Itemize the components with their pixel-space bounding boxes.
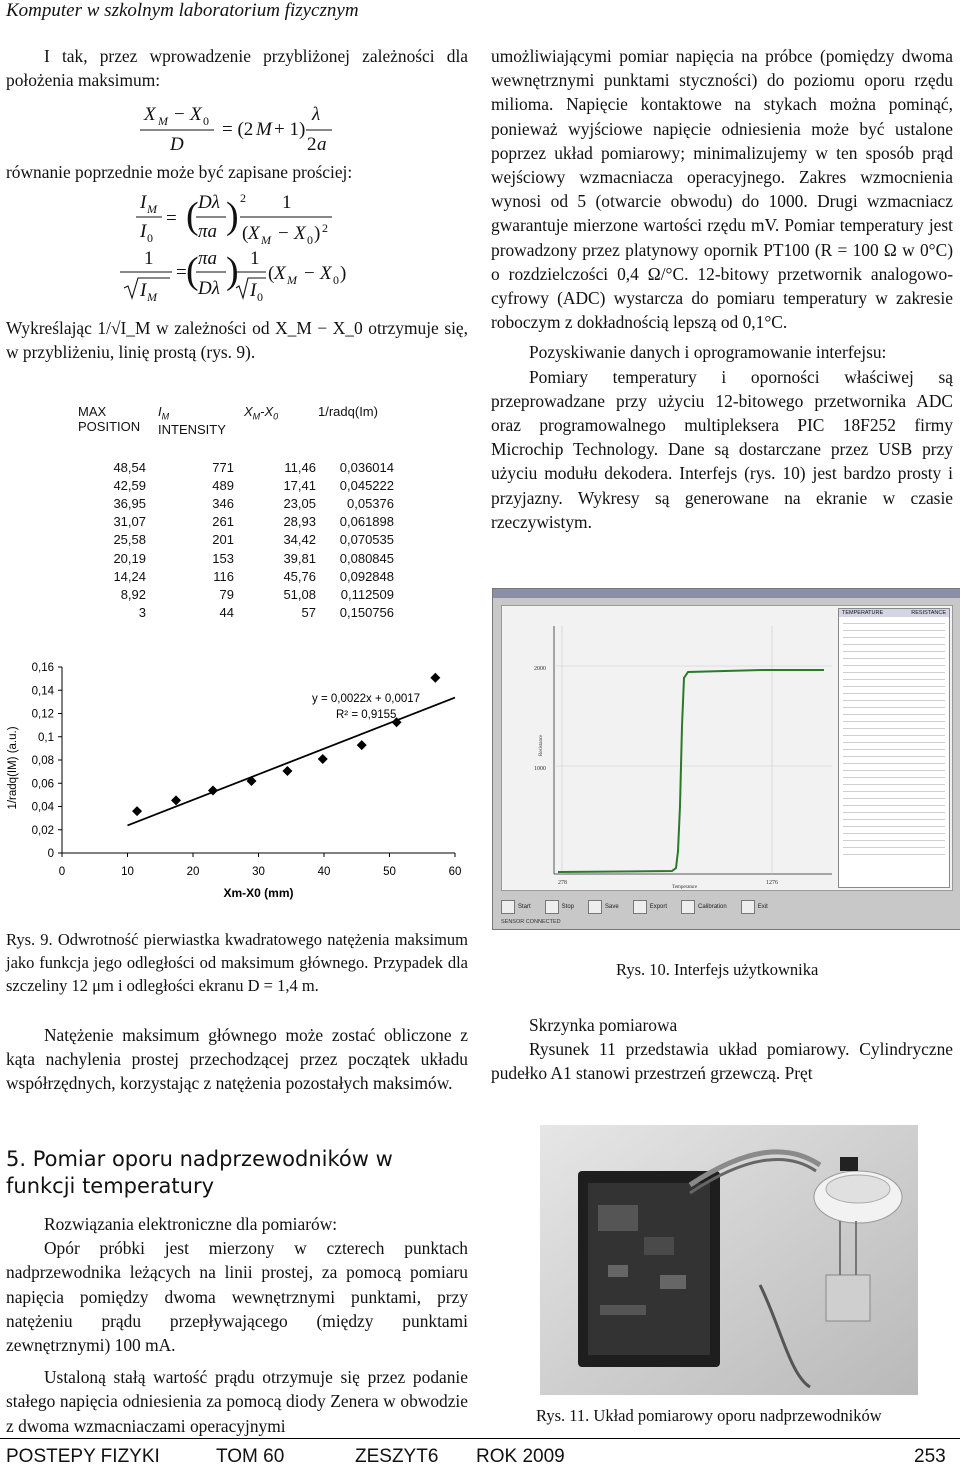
x-tick-label: 20: [186, 866, 200, 878]
readings-row: [843, 763, 945, 764]
table-cell: 17,41: [283, 477, 316, 493]
trendline-equation: y = 0,0022x + 0,0017: [312, 693, 421, 705]
software-screenshot: [492, 588, 960, 930]
svg-text:D: D: [170, 134, 184, 155]
screenshot-xlabel: Temperature: [672, 885, 698, 890]
fig11-caption: Rys. 11. Układ pomiarowy oporu nadprzewodników: [536, 1406, 882, 1425]
equation-maximum-position: [130, 100, 370, 156]
svg-text:(: (: [186, 195, 199, 237]
graph-area: [501, 605, 953, 891]
fig10-caption: Rys. 10. Interfejs użytkownika: [616, 960, 819, 979]
readings-row: [843, 665, 945, 666]
readings-row: [843, 658, 945, 659]
readings-row: [843, 700, 945, 701]
table-cell: 57: [301, 605, 316, 621]
readings-row: [843, 749, 945, 750]
svg-text:I: I: [140, 280, 147, 301]
paragraph-acquisition: Pomiary temperatury i oporności właściwej są przeprowadzane przy użyciu 12-bitowego przetwornika ADC oraz programowalnego multipleksera PIC 18F252 firmy Microchip Technology. Dane są dostarczane przez USB przy użyciu modułu dekodera. Interfejs (rys. 10) jest bardzo prosty i przyjazny. Wykresy są generowane na ekranie w czasie rzeczywistym.: [491, 366, 953, 532]
svg-text:X: X: [144, 104, 156, 125]
left-col-top: [6, 44, 468, 92]
readings-row: [843, 714, 945, 715]
data-point: [318, 754, 328, 764]
svg-text:M: M: [158, 114, 168, 128]
table-cell: 14,24: [113, 568, 146, 584]
screenshot-ytick-1000: 1000: [534, 766, 546, 772]
readings-row: [843, 784, 945, 785]
table-row: [78, 531, 394, 549]
table-cell: 261: [212, 514, 234, 530]
table-cell: 0,092848: [339, 568, 394, 584]
table-cell: 771: [212, 459, 234, 475]
subheading-electronics: Rozwiązania elektroniczne dla pomiarów:: [44, 1214, 338, 1234]
table-cell: 0,045222: [339, 477, 394, 493]
table-row: [78, 604, 394, 622]
page-number: 253: [914, 1446, 946, 1467]
screenshot-xtick-1276: 1276: [766, 880, 778, 886]
button-icon: [741, 900, 755, 914]
table-cell: 20,19: [113, 550, 146, 566]
readings-col-temperature: TEMPERATURE: [842, 610, 884, 616]
left-col-plot-ref: [6, 316, 468, 364]
svg-text:X: X: [320, 263, 332, 284]
screenshot-toolbar: [501, 895, 951, 919]
readings-row: [843, 805, 945, 806]
svg-text:M: M: [256, 119, 272, 140]
footer-journal: POSTEPY FIZYKI: [6, 1446, 160, 1467]
footer-year: ROK 2009: [476, 1446, 565, 1467]
y-tick-label: 0: [47, 848, 54, 860]
equation-intensity-ratio: [110, 184, 410, 304]
x-tick-label: 50: [383, 866, 396, 878]
button-icon: [545, 900, 559, 914]
svg-text:): ): [226, 195, 239, 237]
y-tick-label: 0,04: [31, 801, 54, 814]
table-cell: 23,05: [283, 495, 316, 511]
table-row: [78, 549, 394, 567]
table-header-intensity: $I_M$ INTENSITY: [158, 404, 226, 437]
readings-rows: [839, 623, 949, 855]
toolbar-button-calibration[interactable]: [681, 900, 727, 914]
readings-header: [839, 609, 949, 617]
svg-text:+ 1): + 1): [274, 119, 306, 140]
table-cell: 346: [212, 495, 234, 511]
table-cell: 45,76: [283, 568, 316, 584]
fig9-caption: Rys. 9. Odwrotność pierwiastka kwadratowego natężenia maksimum jako funkcja jego odległości od maksimum głównego. Przypadek dla szczeliny 12 μm i odległości ekranu D = 1,4 m.: [6, 930, 468, 995]
table-cell: 0,150756: [339, 605, 394, 621]
button-label: Stop: [561, 904, 575, 910]
button-icon: [633, 900, 647, 914]
sample-holder: [826, 1275, 870, 1321]
x-tick-label: 30: [252, 866, 265, 878]
svg-text:a: a: [317, 134, 327, 155]
table-cell: 0,05376: [347, 495, 394, 511]
x-tick-label: 0: [58, 866, 66, 878]
button-icon: [681, 900, 695, 914]
readings-row: [843, 791, 945, 792]
svg-text:): ): [314, 223, 321, 244]
data-table-body: [78, 458, 394, 622]
button-icon: [588, 900, 602, 914]
table-cell: 0,036014: [339, 459, 394, 475]
svg-text:M: M: [147, 290, 157, 304]
readings-row: [843, 840, 945, 841]
table-cell: 201: [212, 532, 234, 548]
button-label: Start: [518, 904, 531, 910]
toolbar-button-exit[interactable]: [741, 900, 768, 914]
table-cell: 31,07: [113, 514, 146, 530]
readings-row: [843, 686, 945, 687]
left-col-mid: [6, 160, 468, 184]
table-cell: 3: [138, 605, 146, 621]
svg-text:X: X: [294, 223, 306, 244]
paragraph-zener: Ustaloną stałą wartość prądu otrzymuje się przez podanie stałego napięcia odniesienia za pomocą diody Zenera w obwodzie z dwoma wzmacniaczami operacyjnymi: [6, 1367, 468, 1436]
svg-text:=: =: [176, 262, 187, 283]
table-cell: 0,061898: [339, 514, 394, 530]
data-point: [357, 740, 367, 750]
svg-text:Dλ: Dλ: [198, 192, 220, 213]
svg-text:−: −: [174, 104, 185, 125]
svg-text:(: (: [242, 223, 249, 244]
button-label: Exit: [757, 904, 768, 910]
svg-text:2: 2: [322, 221, 328, 235]
data-point: [282, 766, 292, 776]
svg-text:X: X: [274, 263, 286, 284]
svg-text:0: 0: [307, 233, 313, 247]
svg-text:1: 1: [144, 248, 154, 269]
svg-text:I: I: [140, 192, 147, 213]
table-header-position: MAX POSITION: [78, 404, 141, 434]
table-row: [78, 513, 394, 531]
svg-text:2: 2: [307, 134, 317, 155]
svg-text:0: 0: [203, 114, 209, 128]
readings-row: [843, 693, 945, 694]
button-label: Export: [649, 904, 668, 910]
subheading-box: Skrzynka pomiarowa: [529, 1015, 678, 1035]
screenshot-xtick-278: 278: [558, 880, 567, 886]
table-cell: 153: [212, 550, 234, 566]
x-tick-label: 40: [317, 866, 331, 878]
readings-row: [843, 679, 945, 680]
table-cell: 0,112509: [340, 586, 394, 602]
right-col-box: [491, 1013, 953, 1086]
readings-row: [843, 742, 945, 743]
readings-row: [843, 770, 945, 771]
scatter-chart: [0, 655, 472, 900]
trendline: [128, 698, 456, 826]
readings-col-resistance: RESISTANCE: [911, 610, 946, 616]
table-row: [78, 567, 394, 585]
svg-text:(: (: [268, 263, 275, 284]
y-tick-label: 0,16: [31, 662, 54, 674]
table-header-inverse: 1/radq(Im): [318, 404, 378, 419]
toolbar-button-stop[interactable]: [545, 900, 574, 914]
readings-row: [843, 847, 945, 848]
table-cell: 0,080845: [339, 550, 394, 566]
toolbar-button-export[interactable]: [633, 900, 667, 914]
table-row: [78, 585, 394, 603]
svg-text:(: (: [186, 250, 199, 292]
y-tick-label: 0,14: [31, 685, 54, 698]
data-table: [78, 458, 394, 622]
readings-row: [843, 826, 945, 827]
readings-row: [843, 819, 945, 820]
readings-row: [843, 637, 945, 638]
svg-text:2: 2: [240, 191, 246, 205]
paragraph-four-point: Opór próbki jest mierzony w czterech punktach nadprzewodnika leżących na linii prostej, za pomocą pomiaru napięcia pomiędzy dwoma wewnętrznymi punktami, przy natężeniu prądu przepływającego (między punktami zewnętrznymi) 100 mA.: [6, 1238, 468, 1356]
svg-text:= (2: = (2: [222, 119, 254, 140]
readings-row: [843, 644, 945, 645]
readings-row: [843, 721, 945, 722]
footer-issue: ZESZYT6: [355, 1446, 439, 1467]
svg-text:Dλ: Dλ: [198, 278, 220, 299]
readings-row: [843, 798, 945, 799]
window-titlebar: [493, 589, 960, 598]
svg-text:1: 1: [282, 192, 292, 213]
readings-row: [843, 735, 945, 736]
svg-text:X: X: [190, 104, 202, 125]
svg-text:1: 1: [250, 248, 260, 269]
table-cell: 8,92: [120, 586, 146, 602]
paragraph-intro: I tak, przez wprowadzenie przybliżonej zależności dla położenia maksimum:: [6, 46, 468, 91]
data-point: [171, 795, 181, 805]
paragraph-main-max: Natężenie maksimum głównego może zostać obliczone z kąta nachylenia prostej przechodzącej przez początek układu współrzędnych, korzystając z natężenia pozostałych maksimów.: [6, 1025, 468, 1094]
svg-text:πa: πa: [198, 248, 218, 269]
measurement-setup-photo: [540, 1125, 918, 1395]
readings-row: [843, 756, 945, 757]
table-cell: 36,95: [113, 495, 146, 511]
readings-row: [843, 672, 945, 673]
readings-row: [843, 623, 945, 624]
table-cell: 51,08: [283, 586, 316, 602]
readings-row: [843, 777, 945, 778]
footer-volume: TOM 60: [216, 1446, 285, 1467]
svg-text:πa: πa: [198, 221, 218, 242]
svg-text:X: X: [248, 223, 260, 244]
readings-row: [843, 728, 945, 729]
r-squared: R² = 0,9155: [336, 709, 397, 721]
data-point: [132, 806, 142, 816]
paragraph-plot-reference: Wykreślając 1/√I_M w zależności od X_M − X_0 otrzymuje się, w przybliżeniu, linię prostą (rys. 9).: [6, 318, 468, 363]
right-col-top: [491, 44, 953, 534]
x-tick-label: 10: [121, 866, 134, 878]
table-cell: 42,59: [113, 477, 146, 493]
svg-text:0: 0: [333, 273, 339, 287]
svg-text:I: I: [140, 221, 147, 242]
y-axis-label: 1/radq(IM) (a.u.): [7, 726, 19, 810]
screenshot-ylabel: Resistance: [539, 734, 544, 756]
screenshot-status: SENSOR CONNECTED: [501, 919, 561, 925]
left-col-bottom: [6, 1023, 468, 1096]
x-axis-label: Xm-X0 (mm): [223, 886, 294, 900]
readings-row: [843, 651, 945, 652]
table-cell: 44: [219, 605, 234, 621]
button-label: Save: [605, 904, 619, 910]
table-cell: 48,54: [113, 459, 146, 475]
svg-text:I: I: [250, 280, 257, 301]
table-cell: 11,46: [284, 459, 316, 475]
toolbar-button-save[interactable]: [588, 900, 619, 914]
svg-text:): ): [226, 250, 239, 292]
svg-text:M: M: [147, 202, 157, 216]
table-cell: 79: [219, 586, 234, 602]
button-icon: [501, 900, 515, 914]
screenshot-ytick-2000: 2000: [534, 666, 546, 672]
svg-text:−: −: [304, 263, 315, 284]
svg-text:0: 0: [147, 231, 153, 245]
svg-text:0: 0: [257, 290, 263, 304]
paragraph-box: Rysunek 11 przedstawia układ pomiarowy. Cylindryczne pudełko A1 stanowi przestrzeń grzewczą. Pręt: [491, 1039, 953, 1084]
table-cell: 0,070535: [339, 532, 394, 548]
table-cell: 28,93: [283, 514, 316, 530]
svg-text:=: =: [166, 208, 177, 229]
y-tick-label: 0,08: [31, 755, 54, 767]
readings-row: [843, 854, 945, 855]
y-tick-label: 0,12: [31, 708, 54, 721]
svg-text:M: M: [261, 233, 271, 247]
paragraph-amplifiers: umożliwiającymi pomiar napięcia na próbce (pomiędzy dwoma wewnętrznymi punktami styczności) do poziomu oporu rzędu milioma. Napięcie kontaktowe na stykach można pominąć, ponieważ wyjściowe napięcie odniesienia może być ustalone poprzez układ pomiarowy; minimalizujemy w ten sposób prąd wejściowy wzmacniacza operacyjnego. Zakres wzmocnienia wynosi od 5 (otwarcie obwodu) do 1000. Drugi wzmacniacz gwarantuje mierzone wartości rzędu mV. Pomiar temperatury jest prowadzony przez platynowy opornik PT100 (R = 100 Ω w 0°C) o rozdzielczości 0,4 Ω/°C. 12-bitowy przetwornik analogowo-cyfrowy (ADC) wystarcza do pomiaru temperatury w zakresie roboczym z dokładnością lepszą od 0,1°C.: [491, 46, 953, 333]
x-tick-label: 60: [448, 866, 462, 878]
toolbar-button-start[interactable]: [501, 900, 531, 914]
readings-row: [843, 812, 945, 813]
table-row: [78, 476, 394, 494]
table-header: [78, 404, 398, 438]
left-col-electronics: [6, 1212, 468, 1438]
data-point: [430, 673, 440, 683]
readings-list: [838, 608, 950, 888]
table-cell: 489: [212, 477, 234, 493]
footer-rule: [0, 1438, 960, 1439]
table-cell: 34,42: [283, 532, 316, 548]
readings-row: [843, 833, 945, 834]
table-row: [78, 458, 394, 476]
svg-text:M: M: [287, 273, 297, 287]
svg-text:−: −: [278, 223, 289, 244]
section-heading: 5. Pomiar oporu nadprzewodników w funkcji temperatury: [6, 1147, 393, 1198]
table-row: [78, 494, 394, 512]
y-tick-label: 0,1: [38, 731, 54, 744]
table-cell: 25,58: [113, 532, 146, 548]
svg-text:): ): [340, 263, 347, 284]
subheading-acquisition: Pozyskiwanie danych i oprogramowanie interfejsu:: [529, 342, 887, 363]
y-tick-label: 0,02: [31, 824, 54, 837]
table-cell: 39,81: [283, 550, 316, 566]
svg-text:λ: λ: [312, 104, 321, 125]
table-header-distance: $X_M-X_0$: [244, 404, 279, 422]
readings-row: [843, 707, 945, 708]
button-label: Calibration: [698, 904, 727, 910]
running-head: Komputer w szkolnym laboratorium fizycznym: [6, 0, 359, 21]
paragraph-rewrite: równanie poprzednie może być zapisane prościej:: [6, 162, 353, 182]
table-cell: 116: [213, 568, 234, 584]
y-tick-label: 0,06: [31, 778, 54, 791]
readings-row: [843, 630, 945, 631]
